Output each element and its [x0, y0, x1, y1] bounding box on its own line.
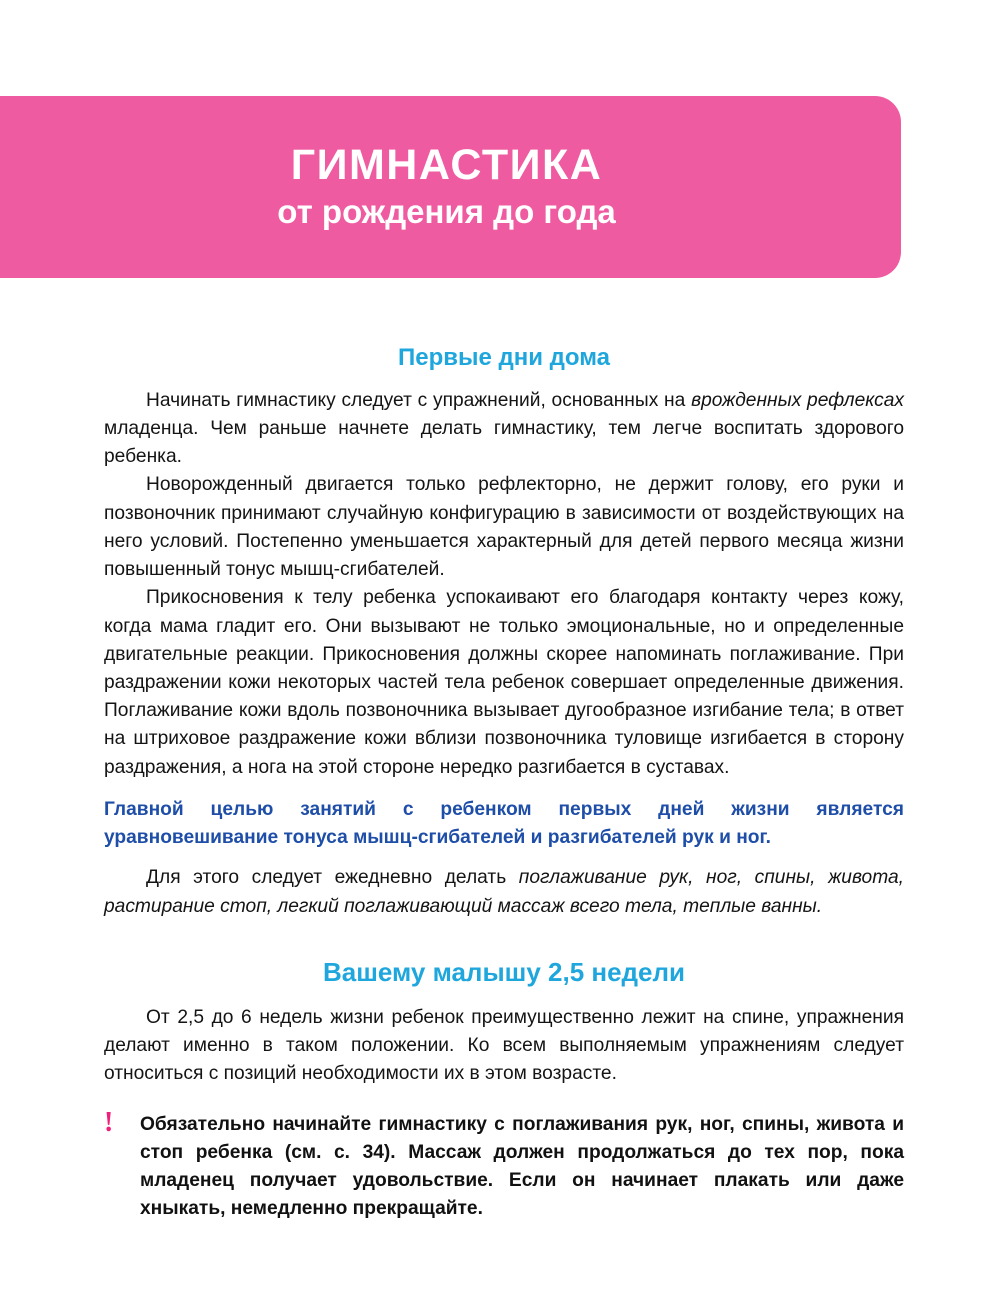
section-heading-week-two-half: Вашему малышу 2,5 недели	[322, 956, 686, 987]
title-banner	[0, 96, 901, 278]
text-run: младенца. Чем раньше начнете делать гимнастику, тем легче воспитать здорового ребенка.	[104, 418, 904, 468]
text-run-italic: поглаживание рук, ног, спины, живота, растирание стоп, легкий поглаживающий массаж всего тела, теплые ванны.	[104, 867, 904, 917]
content-column	[104, 344, 904, 1223]
text-run: От 2,5 до 6 недель жизни ребенок преимущественно лежит на спине, упражнения делают именно в таком положении. Ко всем выполняемым упражнениям следует относиться с позиций необходимости их в этом возрасте.	[104, 1006, 904, 1085]
warning-block	[104, 1106, 904, 1224]
page-subtitle: от рождения до года	[277, 193, 616, 231]
highlight-callout: Главной целью занятий с ребенком первых дней жизни является уравновешивание тонуса мышц-сгибателей и разгибателей рук и ног.	[104, 798, 904, 849]
paragraph	[104, 1004, 904, 1089]
page-title: ГИМНАСТИКА	[290, 141, 603, 190]
exclamation-icon: !	[104, 1106, 114, 1138]
warning-text: Обязательно начинайте гимнастику с поглаживания рук, ног, спины, живота и стоп ребенка (см. с. 34). Массаж должен продолжаться до тех пор, пока младенец получает удовольствие. Если он начинает плакать или даже хныкать, немедленно прекращайте.	[140, 1113, 904, 1220]
text-run: Начинать гимнастику следует с упражнений, основанных на	[146, 389, 692, 411]
text-run: Для этого следует ежедневно делать	[146, 867, 519, 889]
text-run-italic: врожденных рефлексах	[691, 389, 904, 411]
paragraph	[104, 387, 904, 472]
paragraph	[104, 864, 904, 920]
text-run: Прикосновения к телу ребенка успокаивают его благодаря контакту через кожу, когда мама гладит его. Они вызывают не только эмоциональные, но и определенные двигательные реакции. Прикосновения должны скорее напоминать поглаживание. При раздражении кожи некоторых частей тела ребенок совершает определенные движения. Поглаживание кожи вдоль позвоночника вызывает дугообразное изгибание тела; в ответ на штриховое раздражение кожи вблизи позвоночника туловище изгибается в сторону раздражения, а нога на этой стороне нередко разгибается в суставах.	[104, 587, 904, 778]
paragraph	[104, 584, 904, 782]
paragraph	[104, 471, 904, 584]
text-run: Новорожденный двигается только рефлекторно, не держит голову, его руки и позвоночник принимают случайную конфигурацию в зависимости от воздействующих на него условий. Постепенно уменьшается характерный для детей первого месяца жизни повышенный тонус мышц-сгибателей.	[104, 474, 904, 581]
section-heading-first-days: Первые дни дома	[397, 344, 611, 371]
